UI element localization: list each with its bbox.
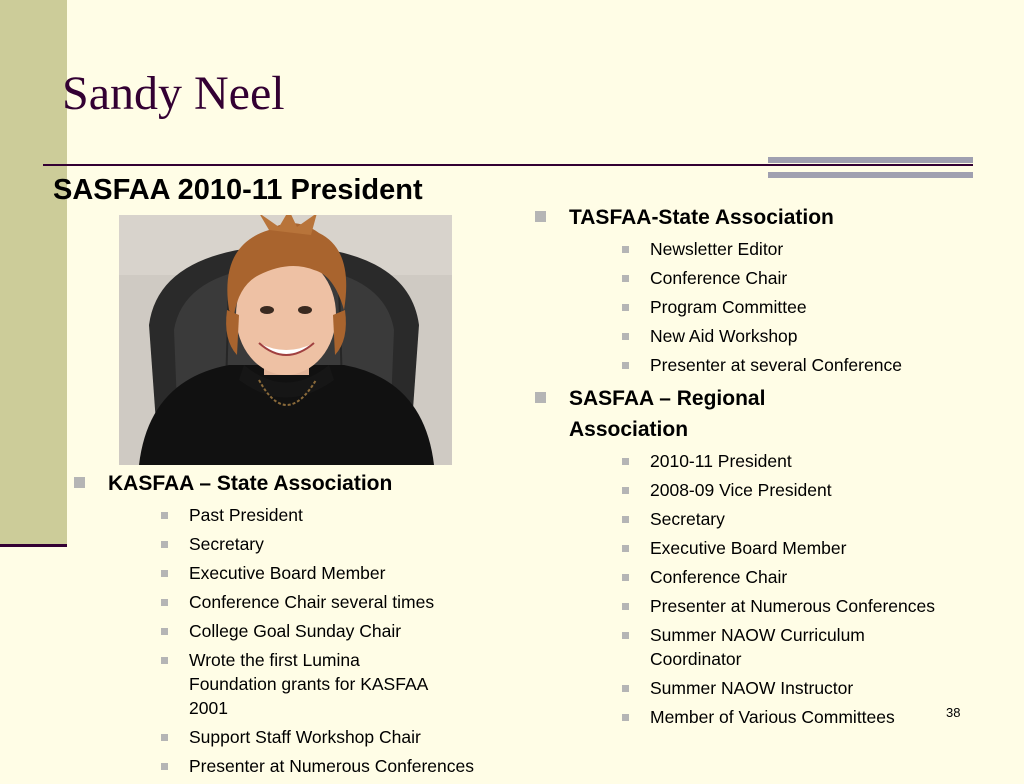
section-heading: KASFAA – State Association bbox=[108, 472, 393, 495]
square-bullet-icon bbox=[622, 574, 629, 581]
square-bullet-icon bbox=[622, 714, 629, 721]
square-bullet-icon bbox=[74, 477, 85, 488]
square-bullet-icon bbox=[622, 685, 629, 692]
page-number: 38 bbox=[946, 705, 961, 720]
square-bullet-icon bbox=[161, 599, 168, 606]
square-bullet-icon bbox=[161, 541, 168, 548]
square-bullet-icon bbox=[622, 458, 629, 465]
list-item: Presenter at several Conference bbox=[569, 353, 953, 377]
square-bullet-icon bbox=[622, 516, 629, 523]
left-column bbox=[72, 468, 492, 784]
tasfaa-section bbox=[533, 202, 953, 377]
list-item: Summer NAOW Instructor bbox=[569, 676, 953, 700]
title-rule bbox=[43, 164, 973, 166]
square-bullet-icon bbox=[161, 628, 168, 635]
square-bullet-icon bbox=[622, 487, 629, 494]
list-item: Conference Chair bbox=[569, 266, 953, 290]
kasfaa-section bbox=[72, 468, 492, 778]
sasfaa-section bbox=[533, 383, 953, 729]
slide-subtitle: SASFAA 2010-11 President bbox=[53, 174, 423, 206]
list-item: College Goal Sunday Chair bbox=[108, 619, 492, 643]
decorative-bar-top bbox=[768, 157, 973, 163]
list-item: Member of Various Committees bbox=[569, 705, 953, 729]
right-column bbox=[533, 202, 953, 735]
section-heading: TASFAA-State Association bbox=[569, 206, 834, 229]
square-bullet-icon bbox=[622, 545, 629, 552]
square-bullet-icon bbox=[161, 657, 168, 664]
list-item: New Aid Workshop bbox=[569, 324, 953, 348]
square-bullet-icon bbox=[622, 362, 629, 369]
list-item: 2008-09 Vice President bbox=[569, 478, 953, 502]
list-item: Program Committee bbox=[569, 295, 953, 319]
list-item: Secretary bbox=[569, 507, 953, 531]
square-bullet-icon bbox=[161, 734, 168, 741]
list-item: Presenter at Numerous Conferences bbox=[569, 594, 953, 618]
list-item: Past President bbox=[108, 503, 492, 527]
list-item: Executive Board Member bbox=[108, 561, 492, 585]
square-bullet-icon bbox=[161, 512, 168, 519]
square-bullet-icon bbox=[622, 304, 629, 311]
square-bullet-icon bbox=[535, 392, 546, 403]
list-item: Executive Board Member bbox=[569, 536, 953, 560]
list-item: Presenter at Numerous Conferences bbox=[108, 754, 492, 778]
square-bullet-icon bbox=[161, 570, 168, 577]
stripe-underline bbox=[0, 544, 67, 547]
list-item: 2010-11 President bbox=[569, 449, 953, 473]
square-bullet-icon bbox=[622, 333, 629, 340]
square-bullet-icon bbox=[161, 763, 168, 770]
decorative-bar-bottom bbox=[768, 172, 973, 178]
square-bullet-icon bbox=[622, 603, 629, 610]
portrait-illustration bbox=[119, 215, 452, 465]
section-heading: SASFAA – Regional Association bbox=[569, 387, 766, 441]
square-bullet-icon bbox=[622, 275, 629, 282]
list-item: Wrote the first Lumina Foundation grants for KASFAA 2001 bbox=[108, 648, 492, 720]
list-item: Conference Chair several times bbox=[108, 590, 492, 614]
square-bullet-icon bbox=[622, 632, 629, 639]
list-item: Support Staff Workshop Chair bbox=[108, 725, 492, 749]
list-item: Secretary bbox=[108, 532, 492, 556]
list-item: Newsletter Editor bbox=[569, 237, 953, 261]
list-item: Conference Chair bbox=[569, 565, 953, 589]
square-bullet-icon bbox=[622, 246, 629, 253]
slide-title: Sandy Neel bbox=[62, 67, 285, 120]
portrait-photo bbox=[119, 215, 452, 465]
list-item: Summer NAOW Curriculum Coordinator bbox=[569, 623, 953, 671]
square-bullet-icon bbox=[535, 211, 546, 222]
left-accent-stripe bbox=[0, 0, 67, 545]
